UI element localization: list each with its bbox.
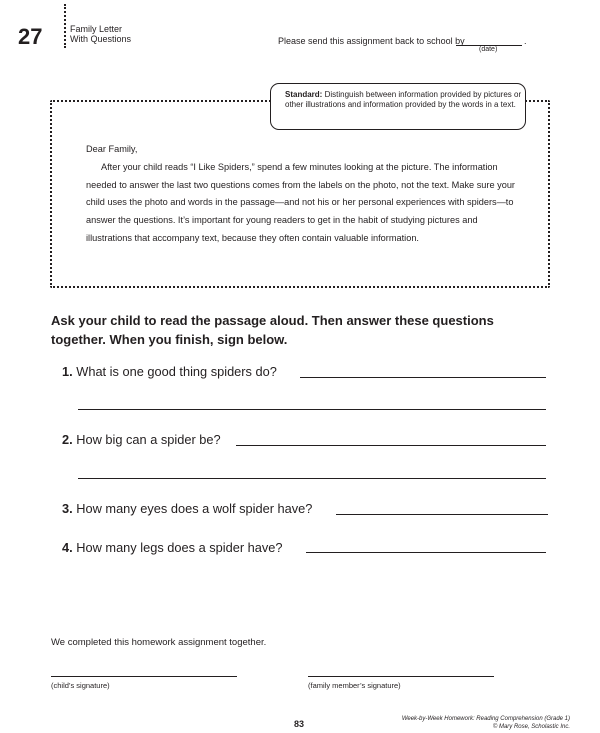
question-number: 1. — [62, 364, 73, 379]
footer-credit-line2: © Mary Rose, Scholastic Inc. — [492, 724, 570, 730]
footer-credit — [376, 715, 570, 731]
standard-prefix: Standard: — [285, 90, 323, 99]
question-text: What is one good thing spiders do? — [76, 364, 277, 379]
question-number: 2. — [62, 432, 73, 447]
family-signature-line[interactable] — [308, 676, 494, 677]
completed-statement: We completed this homework assignment together. — [51, 637, 267, 648]
child-signature-caption: (child’s signature) — [51, 681, 110, 690]
date-caption: (date) — [479, 46, 498, 53]
answer-line-1a[interactable] — [300, 377, 546, 378]
question-number: 4. — [62, 540, 73, 555]
instructions-heading: Ask your child to read the passage aloud. Then answer these questions together. When you finish, sign below. — [51, 313, 494, 347]
question-text: How many legs does a spider have? — [76, 540, 283, 555]
send-back-text: Please send this assignment back to school by — [278, 36, 465, 46]
family-letter — [86, 141, 516, 248]
question-text: How big can a spider be? — [76, 432, 221, 447]
family-signature-caption: (family member’s signature) — [308, 681, 401, 690]
standard-text: Distinguish between information provided by pictures or other illustrations and information provided by the words in a text. — [285, 90, 522, 109]
answer-line-1b[interactable] — [78, 409, 546, 410]
answer-line-2a[interactable] — [236, 445, 546, 446]
answer-line-4[interactable] — [306, 552, 546, 553]
footer-credit-line1: Week-by-Week Homework: Reading Comprehension (Grade 1) — [401, 716, 570, 722]
lesson-label — [70, 24, 131, 44]
question-4 — [62, 540, 283, 555]
question-number: 3. — [62, 501, 73, 516]
lesson-number: 27 — [18, 24, 43, 49]
question-text: How many eyes does a wolf spider have? — [76, 501, 313, 516]
question-1 — [62, 364, 277, 379]
question-2 — [62, 432, 221, 447]
header-divider — [64, 4, 66, 48]
letter-body: After your child reads “I Like Spiders,” spend a few minutes looking at the picture. The information needed to answer the last two questions comes from the labels on the photo, not the text. Make sure your child uses the photo and words in the passage—and not his or her personal experiences with spiders—to answer the questions. It’s important for young readers to get in the habit of studying pictures and illustrations that accompany text, because they often contain valuable information. — [86, 161, 515, 243]
question-3 — [62, 501, 312, 516]
date-period: . — [524, 36, 527, 46]
page-number: 83 — [294, 719, 305, 729]
letter-greeting: Dear Family, — [86, 144, 138, 154]
lesson-label-line2: With Questions — [70, 34, 132, 44]
standard-callout — [270, 83, 526, 130]
child-signature-line[interactable] — [51, 676, 237, 677]
lesson-label-line1: Family Letter — [70, 24, 123, 34]
answer-line-2b[interactable] — [78, 478, 546, 479]
answer-line-3[interactable] — [336, 514, 548, 515]
